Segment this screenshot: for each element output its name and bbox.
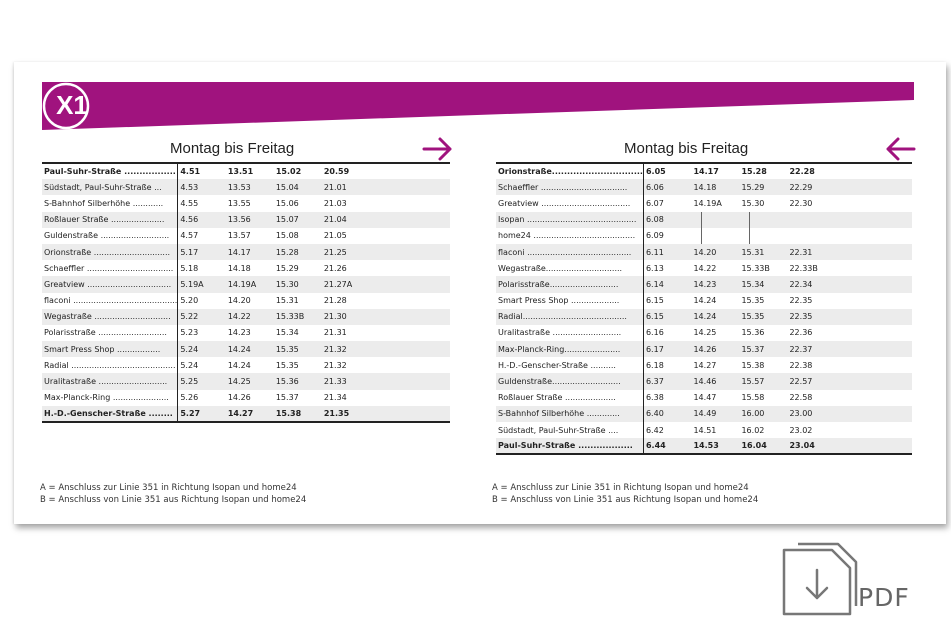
- departure-time: [787, 228, 912, 244]
- departure-time: 15.37: [275, 393, 299, 403]
- stop-name: home24 ........................................: [498, 231, 636, 241]
- departure-time: 5.23: [178, 325, 226, 341]
- departure-time: 15.06: [275, 198, 299, 208]
- departure-time: 15.07: [274, 212, 322, 228]
- return-timetable: [496, 162, 912, 455]
- table-row: [42, 390, 450, 406]
- no-stop-line: [749, 228, 750, 244]
- departure-time: 14.26: [227, 393, 251, 403]
- departure-time: 15.35: [275, 360, 299, 370]
- departure-time: 15.02: [275, 167, 302, 177]
- departure-time: 21.34: [323, 393, 347, 403]
- departure-time: 21.04: [322, 212, 450, 228]
- table-row: [42, 163, 450, 179]
- departure-time: 15.08: [275, 231, 299, 241]
- departure-time: 6.08: [643, 212, 691, 228]
- departure-time: 14.27: [226, 406, 274, 422]
- table-row: [496, 341, 912, 357]
- outbound-header: [42, 136, 450, 162]
- departure-time: 14.51: [693, 425, 717, 435]
- departure-time: 15.57: [739, 373, 787, 389]
- departure-time: 21.32: [322, 341, 450, 357]
- departure-time: 5.27: [178, 406, 226, 422]
- departure-time: 14.20: [691, 244, 739, 260]
- departure-time: 4.51: [178, 163, 226, 179]
- departure-time: 22.36: [789, 328, 813, 338]
- timetable-card: [14, 62, 946, 524]
- departure-time: 13.55: [227, 198, 251, 208]
- no-stop-line: [701, 228, 702, 244]
- return-panel: [496, 136, 912, 455]
- departure-time: 6.11: [643, 244, 691, 260]
- table-row: [496, 293, 912, 309]
- route-banner: [14, 82, 914, 130]
- outbound-panel: [42, 136, 450, 423]
- departure-time: 14.22: [226, 309, 274, 325]
- stop-name: Radial .........................................: [44, 360, 176, 370]
- departure-time: 14.24: [227, 360, 251, 370]
- departure-time: 22.34: [787, 276, 912, 292]
- banner-shape: [14, 82, 914, 130]
- departure-time: 6.40: [643, 406, 691, 422]
- departure-time: 21.27A: [322, 276, 450, 292]
- departure-time: 15.04: [274, 179, 322, 195]
- footnote-a: A = Anschluss zur Linie 351 in Richtung Isopan und home24: [492, 483, 749, 493]
- table-row: [496, 276, 912, 292]
- stop-name: Schaeffler ..................................: [44, 263, 174, 273]
- table-row: [496, 422, 912, 438]
- no-stop-line: [701, 212, 702, 228]
- departure-time: 21.03: [323, 198, 347, 208]
- table-row: [42, 195, 450, 211]
- departure-time: 14.20: [227, 296, 251, 306]
- stop-name: Paul-Suhr-Straße .................: [44, 167, 176, 177]
- table-row: [496, 212, 912, 228]
- departure-time: 14.27: [693, 360, 717, 370]
- stop-name: Wegastraße ..............................: [42, 309, 178, 325]
- table-row: [496, 438, 912, 454]
- stop-name: Guldenstraße...........................: [496, 373, 643, 389]
- departure-time: 6.09: [643, 228, 691, 244]
- departure-time: 21.33: [322, 373, 450, 389]
- return-title: Montag bis Freitag: [624, 140, 749, 157]
- departure-time: 23.02: [789, 425, 813, 435]
- departure-time: 5.24: [178, 341, 226, 357]
- stop-name: Uralitastraße ...........................: [498, 328, 622, 338]
- stop-name: Radial.........................................: [496, 309, 643, 325]
- stop-name: Roßlauer Straße ....................: [498, 393, 616, 403]
- departure-time: 14.26: [691, 341, 739, 357]
- stop-name: flaconi .........................................: [496, 244, 643, 260]
- stop-name: H.-D.-Genscher-Straße ..........: [498, 360, 616, 370]
- departure-time: 14.23: [227, 328, 251, 338]
- departure-time: 15.38: [274, 406, 322, 422]
- departure-time: 13.51: [227, 167, 254, 177]
- departure-time: 4.55: [178, 195, 226, 211]
- table-row: [496, 325, 912, 341]
- departure-time: 4.57: [178, 228, 226, 244]
- stop-name: Polarisstraße...........................: [496, 276, 643, 292]
- stop-name: Max-Planck-Ring......................: [496, 341, 643, 357]
- departure-time: 21.05: [323, 231, 347, 241]
- departure-time: 5.24: [178, 357, 226, 373]
- stop-name: flaconi .........................................: [44, 296, 178, 306]
- departure-time: 14.24: [691, 309, 739, 325]
- return-footnotes: [492, 482, 758, 506]
- departure-time: [691, 212, 739, 228]
- stop-name: S-Bahnhof Silberhöhe ............: [44, 198, 164, 208]
- table-row: [496, 406, 912, 422]
- table-row: [496, 195, 912, 211]
- departure-time: 22.37: [787, 341, 912, 357]
- departure-time: 15.28: [274, 244, 322, 260]
- departure-time: 6.05: [643, 163, 691, 179]
- departure-time: 14.53: [691, 438, 739, 454]
- departure-time: 5.18: [178, 260, 226, 276]
- departure-time: 6.15: [643, 293, 691, 309]
- departure-time: 22.29: [787, 179, 912, 195]
- departure-time: 14.24: [226, 341, 274, 357]
- departure-time: 15.28: [741, 167, 767, 177]
- departure-time: 21.01: [322, 179, 450, 195]
- table-row: [42, 406, 450, 422]
- departure-time: 22.33B: [789, 263, 818, 273]
- stop-name: Orionstraße ..............................: [42, 244, 178, 260]
- departure-time: 22.57: [787, 373, 912, 389]
- departure-time: 6.16: [643, 325, 691, 341]
- outbound-footnotes: [40, 482, 306, 506]
- departure-time: 15.31: [275, 296, 299, 306]
- departure-time: 15.31: [739, 244, 787, 260]
- table-row: [42, 228, 450, 244]
- table-row: [42, 276, 450, 292]
- departure-time: [739, 228, 787, 244]
- table-row: [42, 244, 450, 260]
- departure-time: 21.25: [322, 244, 450, 260]
- departure-time: 5.20: [178, 293, 226, 309]
- stop-name: Guldenstraße ...........................: [44, 231, 170, 241]
- departure-time: 6.44: [643, 438, 691, 454]
- stop-name: Südstadt, Paul-Suhr-Straße ....: [498, 425, 619, 435]
- departure-time: 22.30: [789, 198, 813, 208]
- table-row: [42, 309, 450, 325]
- departure-time: 6.13: [643, 260, 691, 276]
- arrow-left-icon: [884, 136, 916, 162]
- departure-time: 6.15: [643, 309, 691, 325]
- table-row: [496, 373, 912, 389]
- stop-name: Greatview .................................: [42, 276, 178, 292]
- no-stop-line: [749, 212, 750, 228]
- stop-name: Roßlauer Straße .....................: [42, 212, 178, 228]
- departure-time: 15.36: [274, 373, 322, 389]
- departure-time: 6.07: [643, 195, 691, 211]
- departure-time: 15.35: [739, 309, 787, 325]
- stop-name: Südstadt, Paul-Suhr-Straße ...: [42, 179, 178, 195]
- departure-time: 6.38: [643, 390, 691, 406]
- departure-time: 16.02: [741, 425, 765, 435]
- departure-time: 13.53: [226, 179, 274, 195]
- table-row: [42, 260, 450, 276]
- departure-time: 14.19A: [226, 276, 274, 292]
- outbound-timetable: [42, 162, 450, 423]
- departure-time: 4.56: [178, 212, 226, 228]
- table-row: [42, 179, 450, 195]
- footnote-a: A = Anschluss zur Linie 351 in Richtung Isopan und home24: [40, 483, 297, 493]
- departure-time: 6.18: [643, 357, 691, 373]
- departure-time: 15.29: [739, 179, 787, 195]
- table-row: [42, 357, 450, 373]
- stop-name: H.-D.-Genscher-Straße ........: [42, 406, 178, 422]
- departure-time: 23.04: [787, 438, 912, 454]
- stop-name: Isopan ...........................................: [496, 212, 643, 228]
- table-row: [496, 390, 912, 406]
- departure-time: [691, 228, 739, 244]
- departure-time: 16.00: [739, 406, 787, 422]
- departure-time: 6.17: [643, 341, 691, 357]
- departure-time: 22.38: [789, 360, 813, 370]
- departure-time: 6.14: [643, 276, 691, 292]
- departure-time: 6.06: [643, 179, 691, 195]
- departure-time: 14.47: [693, 393, 717, 403]
- departure-time: 15.33B: [741, 263, 770, 273]
- departure-time: 15.38: [741, 360, 765, 370]
- departure-time: 15.58: [741, 393, 765, 403]
- departure-time: 14.24: [693, 296, 717, 306]
- table-row: [496, 163, 912, 179]
- departure-time: 15.30: [741, 198, 765, 208]
- departure-time: 13.57: [227, 231, 251, 241]
- departure-time: 20.59: [323, 167, 350, 177]
- departure-time: 14.46: [691, 373, 739, 389]
- departure-time: 22.28: [789, 167, 815, 177]
- departure-time: [739, 212, 787, 228]
- departure-time: 14.18: [691, 179, 739, 195]
- pdf-download-label[interactable]: PDF: [858, 583, 910, 612]
- stop-name: Greatview ...................................: [498, 198, 631, 208]
- stop-name: S-Bahnhof Silberhöhe .............: [496, 406, 643, 422]
- departure-time: 5.26: [178, 390, 226, 406]
- return-header: [496, 136, 912, 162]
- stop-name: Smart Press Shop ...................: [498, 296, 620, 306]
- departure-time: 14.18: [227, 263, 251, 273]
- departure-time: 15.36: [741, 328, 765, 338]
- stop-name: Uralitastraße ...........................: [42, 373, 178, 389]
- departure-time: 21.35: [322, 406, 450, 422]
- departure-time: 21.30: [322, 309, 450, 325]
- stop-name: Smart Press Shop .................: [42, 341, 178, 357]
- table-row: [42, 341, 450, 357]
- departure-time: 21.26: [323, 263, 347, 273]
- departure-time: 15.35: [274, 341, 322, 357]
- departure-time: 6.37: [643, 373, 691, 389]
- stop-name: Max-Planck-Ring ......................: [44, 393, 169, 403]
- stop-name: Wegastraße..............................: [498, 263, 623, 273]
- departure-time: 14.22: [693, 263, 717, 273]
- footnote-b: B = Anschluss von Linie 351 aus Richtung Isopan und home24: [492, 495, 759, 505]
- departure-time: 5.19A: [178, 276, 226, 292]
- stop-name: Paul-Suhr-Straße ..................: [496, 438, 643, 454]
- departure-time: 15.34: [275, 328, 299, 338]
- departure-time: [787, 212, 912, 228]
- departure-time: 15.37: [739, 341, 787, 357]
- departure-time: 5.25: [178, 373, 226, 389]
- departure-time: 21.31: [323, 328, 347, 338]
- departure-time: 14.17: [693, 167, 719, 177]
- table-row: [42, 212, 450, 228]
- departure-time: 23.00: [787, 406, 912, 422]
- departure-time: 16.04: [739, 438, 787, 454]
- departure-time: 13.56: [226, 212, 274, 228]
- table-row: [496, 179, 912, 195]
- departure-time: 5.22: [178, 309, 226, 325]
- route-badge: X1: [56, 90, 88, 120]
- departure-time: 14.17: [226, 244, 274, 260]
- departure-time: 14.25: [693, 328, 717, 338]
- table-row: [496, 309, 912, 325]
- outbound-title: Montag bis Freitag: [170, 140, 295, 157]
- departure-time: 22.35: [789, 296, 813, 306]
- departure-time: 22.31: [787, 244, 912, 260]
- departure-time: 14.25: [226, 373, 274, 389]
- departure-time: 15.30: [274, 276, 322, 292]
- departure-time: 21.32: [323, 360, 347, 370]
- departure-time: 21.28: [323, 296, 347, 306]
- departure-time: 15.34: [739, 276, 787, 292]
- departure-time: 4.53: [178, 179, 226, 195]
- departure-time: 15.29: [275, 263, 299, 273]
- departure-time: 14.23: [691, 276, 739, 292]
- footnote-b: B = Anschluss von Linie 351 aus Richtung Isopan und home24: [40, 495, 307, 505]
- table-row: [496, 228, 912, 244]
- departure-time: 22.35: [787, 309, 912, 325]
- arrow-right-icon: [422, 136, 454, 162]
- table-row: [42, 325, 450, 341]
- departure-time: 5.17: [178, 244, 226, 260]
- table-row: [496, 357, 912, 373]
- departure-time: 15.33B: [274, 309, 322, 325]
- departure-time: 15.35: [741, 296, 765, 306]
- table-row: [42, 293, 450, 309]
- table-row: [42, 373, 450, 389]
- departure-time: 14.49: [691, 406, 739, 422]
- departure-time: 14.19A: [693, 198, 722, 208]
- departure-time: 6.42: [643, 422, 691, 438]
- table-row: [496, 260, 912, 276]
- departure-time: 22.58: [789, 393, 813, 403]
- table-row: [496, 244, 912, 260]
- stop-name: Schaeffler ..................................: [496, 179, 643, 195]
- stop-name: Orionstraße..............................: [498, 167, 643, 177]
- stop-name: Polarisstraße ...........................: [44, 328, 167, 338]
